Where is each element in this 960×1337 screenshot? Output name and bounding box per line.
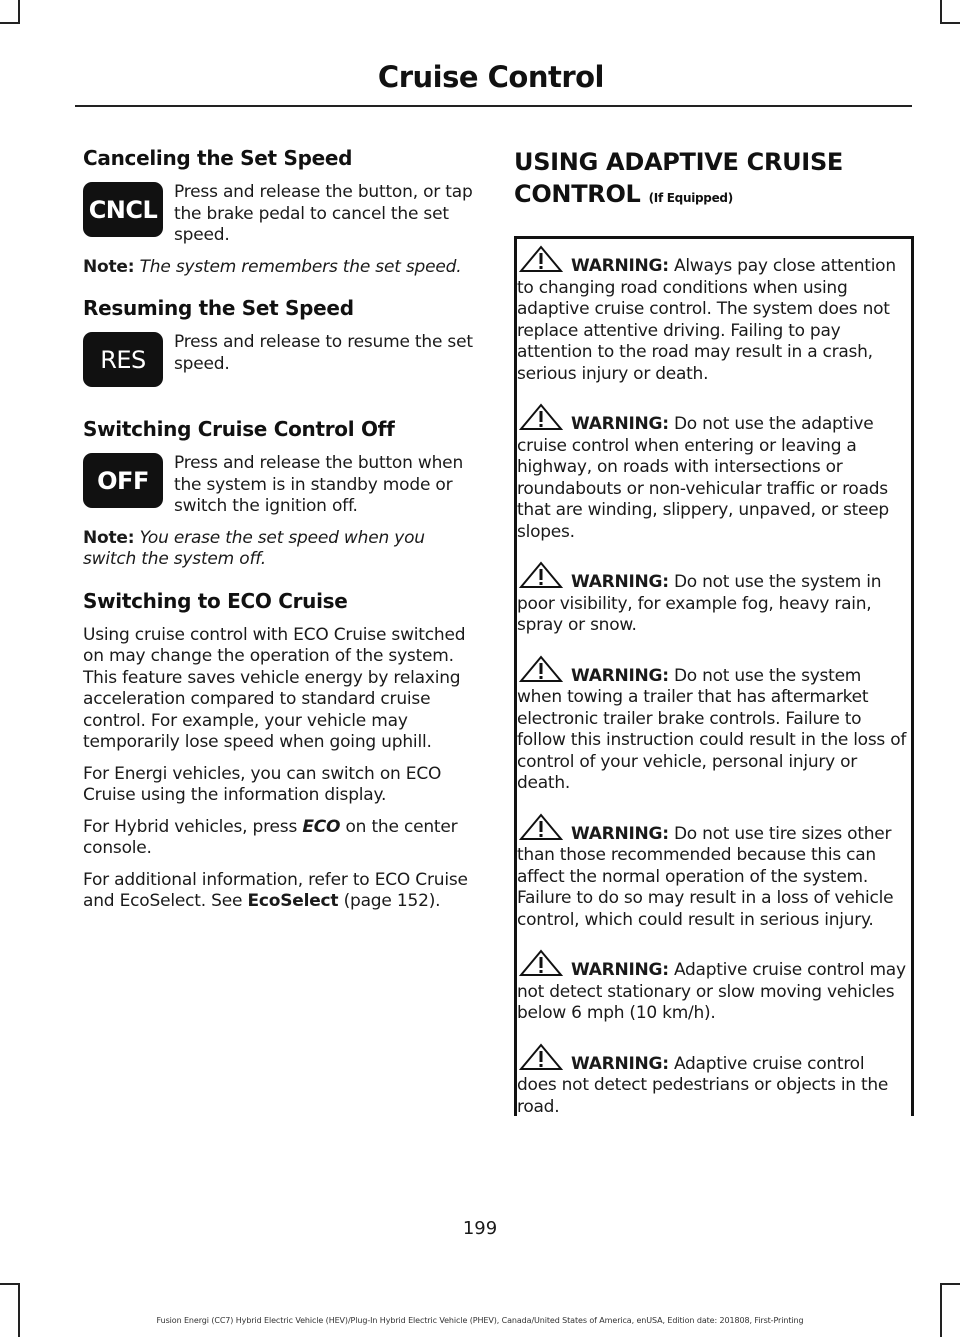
crop-mark	[940, 0, 942, 22]
section-heading-adaptive	[514, 146, 914, 214]
eco-paragraph-2: For Energi vehicles, you can switch on ECO Cruise using the information display.	[83, 763, 442, 805]
note-text: You erase the set speed when you switch the system off.	[83, 527, 425, 569]
warning-text: Do not use the system when towing a trailer that has aftermarket electronic trailer brake controls. Failure to follow this instruction could result in the loss of control of your vehicle, personal injury or death.	[517, 665, 907, 793]
header-divider	[75, 105, 912, 107]
page-number: 199	[462, 1218, 498, 1239]
warning-item	[517, 655, 911, 795]
resume-row	[83, 332, 475, 387]
note-label: Note:	[83, 256, 135, 277]
note-off	[83, 528, 475, 571]
warning-label: WARNING:	[571, 823, 669, 844]
warning-triangle-icon	[517, 655, 565, 683]
warning-text: Adaptive cruise control does not detect pedestrians or objects in the road.	[517, 1053, 889, 1117]
eco-keyword: ECO	[302, 816, 341, 837]
note-cancel	[83, 257, 475, 279]
res-button-icon: RES	[83, 332, 163, 387]
warning-item	[517, 1043, 911, 1119]
off-text: Press and release the button when the system is in standby mode or switch the ignition off.	[174, 453, 464, 516]
warning-text: Do not use tire sizes other than those recommended because this can affect the normal operation of the system. Failure to do so may result in a loss of vehicle control, which could result in serious injury.	[517, 823, 894, 930]
warning-label: WARNING:	[571, 665, 669, 686]
eco-paragraph-1: Using cruise control with ECO Cruise switched on may change the operation of the system. This feature saves vehicle energy by relaxing acceleration compared to standard cruise control. For example, your vehicle may temporarily lose speed when going uphill.	[83, 624, 466, 752]
warning-label: WARNING:	[571, 1053, 669, 1074]
left-column	[83, 146, 475, 923]
cncl-button-icon: CNCL	[83, 182, 163, 237]
resume-text: Press and release to resume the set speed.	[174, 332, 473, 374]
warning-text: Adaptive cruise control may not detect stationary or slow moving vehicles below 6 mph (10 km/h).	[517, 960, 906, 1023]
page-title: Cruise Control	[377, 60, 604, 94]
section-heading-cancel: Canceling the Set Speed	[83, 146, 353, 170]
note-label: Note:	[83, 527, 135, 548]
warning-triangle-icon	[517, 1043, 565, 1071]
crop-mark	[940, 22, 960, 24]
section-heading-off: Switching Cruise Control Off	[83, 417, 395, 441]
warning-triangle-icon	[517, 245, 565, 273]
section-heading-resume: Resuming the Set Speed	[83, 296, 354, 320]
warning-item	[517, 245, 911, 385]
heading-line-1: USING ADAPTIVE CRUISE	[514, 148, 844, 176]
warning-triangle-icon	[517, 949, 565, 977]
footer-text: Fusion Energi (CC7) Hybrid Electric Vehicle (HEV)/Plug-In Hybrid Electric Vehicle (PHEV), Canada/United States of America, enUSA, Edition date: 201808, First-Printing	[156, 1316, 804, 1325]
warning-item	[517, 949, 911, 1025]
section-heading-eco: Switching to ECO Cruise	[83, 588, 348, 613]
crop-mark	[940, 1283, 942, 1337]
warning-triangle-icon	[517, 403, 565, 431]
heading-line-2: CONTROL	[514, 180, 641, 208]
warning-text: Always pay close attention to changing road conditions when using adaptive cruise control. The system does not replace attentive driving. Failing to pay attention to the road may result in a crash, serious injury or death.	[517, 256, 896, 384]
warning-item	[517, 561, 911, 637]
right-column	[514, 146, 914, 1116]
warning-triangle-icon	[517, 561, 565, 589]
text-span: For Hybrid vehicles, press	[83, 816, 303, 837]
warning-label: WARNING:	[571, 960, 669, 980]
note-text: The system remembers the set speed.	[139, 256, 462, 277]
warning-box	[514, 236, 914, 1116]
crop-mark	[18, 1283, 20, 1337]
warning-text: Do not use the adaptive cruise control when entering or leaving a highway, on roads with intersections or roundabouts or non-vehicular traffic or roads that are winding, slippery, unpaved, or steep slopes.	[517, 414, 889, 542]
warning-triangle-icon	[517, 813, 565, 841]
warning-label: WARNING:	[571, 414, 669, 434]
cancel-text: Press and release the button, or tap the brake pedal to cancel the set speed.	[174, 182, 473, 245]
heading-suffix: (If Equipped)	[648, 191, 733, 205]
eco-paragraph-4	[83, 870, 475, 913]
off-button-icon: OFF	[83, 453, 163, 508]
warning-item	[517, 813, 911, 932]
crop-mark	[0, 1283, 20, 1285]
warning-label: WARNING:	[571, 572, 669, 592]
ecoselect-link[interactable]: EcoSelect	[247, 891, 339, 911]
text-span: For additional information, refer to ECO Cruise and EcoSelect. See	[83, 869, 468, 911]
text-span: on the center console.	[83, 816, 458, 858]
text-span: (page 152).	[338, 891, 441, 911]
crop-mark	[940, 1283, 960, 1285]
warning-item	[517, 403, 911, 543]
warning-text: Do not use the system in poor visibility, for example fog, heavy rain, spray or snow.	[517, 572, 882, 635]
off-row	[83, 453, 475, 518]
warning-label: WARNING:	[571, 256, 669, 276]
crop-mark	[18, 0, 20, 22]
cancel-row	[83, 182, 475, 247]
crop-mark	[0, 22, 20, 24]
eco-paragraph-3	[83, 817, 475, 860]
